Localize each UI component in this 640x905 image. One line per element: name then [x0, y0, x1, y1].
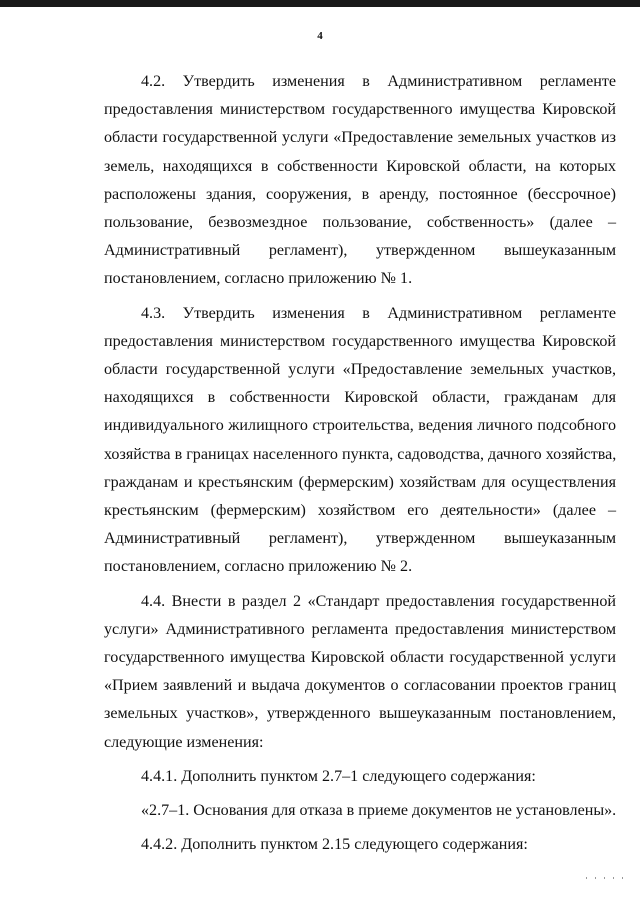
- text-line: хозяйства в границах населенного пункта, садоводства, дачного хозяйства,: [104, 445, 617, 463]
- text-line: постановлением, согласно приложению № 2.: [104, 558, 413, 576]
- paragraph-4-4-1: 4.4.1. Дополнить пунктом 2.7–1 следующего содержания:: [141, 767, 536, 785]
- text-line: Административный регламент), утвержденном вышеуказанным: [104, 242, 616, 260]
- text-line: 4.4. Внести в раздел 2 «Стандарт предоставления государственной: [141, 592, 616, 610]
- text-line: «Прием заявлений и выдача документов о согласовании проектов границ: [104, 677, 616, 695]
- text-line: области государственной услуги «Предоставление земельных участков,: [104, 361, 616, 379]
- top-border-rule: [0, 0, 640, 7]
- text-line: области государственной услуги «Предоставление земельных участков из: [104, 129, 616, 147]
- text-line: Административный регламент), утвержденном вышеуказанным: [104, 530, 616, 548]
- text-line: расположены здания, сооружения, в аренду, постоянное (бессрочное): [104, 185, 616, 203]
- page-number: 4: [317, 30, 323, 42]
- paragraph-4-3: [104, 300, 616, 582]
- text-line: предоставления министерством государственного имущества Кировской: [104, 332, 616, 350]
- text-line: предоставления министерством государственного имущества Кировской: [104, 101, 616, 119]
- text-line: государственного имущества Кировской области государственной услуги: [104, 649, 616, 667]
- text-line: 4.3. Утвердить изменения в Административном регламенте: [141, 304, 616, 322]
- paragraph-4-2: [104, 68, 616, 294]
- text-line: гражданам и крестьянским (фермерским) хозяйствам для осуществления: [104, 473, 616, 491]
- text-line: услуги» Административного регламента предоставления министерством: [104, 620, 616, 638]
- text-line: земельных участков», утвержденного вышеуказанным постановлением,: [104, 705, 616, 723]
- document-body: [104, 68, 616, 859]
- text-line: индивидуального жилищного строительства, ведения личного подсобного: [104, 417, 616, 435]
- paragraph-4-4-2: 4.4.2. Дополнить пунктом 2.15 следующего содержания:: [141, 836, 528, 854]
- text-line: 4.2. Утвердить изменения в Административном регламенте: [141, 73, 616, 90]
- text-line: находящихся в собственности Кировской области, гражданам для: [104, 389, 616, 407]
- text-line: следующие изменения:: [104, 733, 264, 751]
- text-line: крестьянским (фермерским) хозяйством его деятельности» (далее –: [104, 502, 616, 520]
- paragraph-quote-2-7-1: «2.7–1. Основания для отказа в приеме документов не установлены».: [141, 802, 617, 820]
- text-line: постановлением, согласно приложению № 1.: [104, 270, 413, 288]
- text-line: земель, находящихся в собственности Кировской области, на которых: [104, 157, 616, 175]
- scan-margin-dots: [586, 877, 626, 879]
- paragraph-4-4: [104, 588, 616, 757]
- text-line: пользование, безвозмездное пользование, собственность» (далее –: [104, 214, 616, 232]
